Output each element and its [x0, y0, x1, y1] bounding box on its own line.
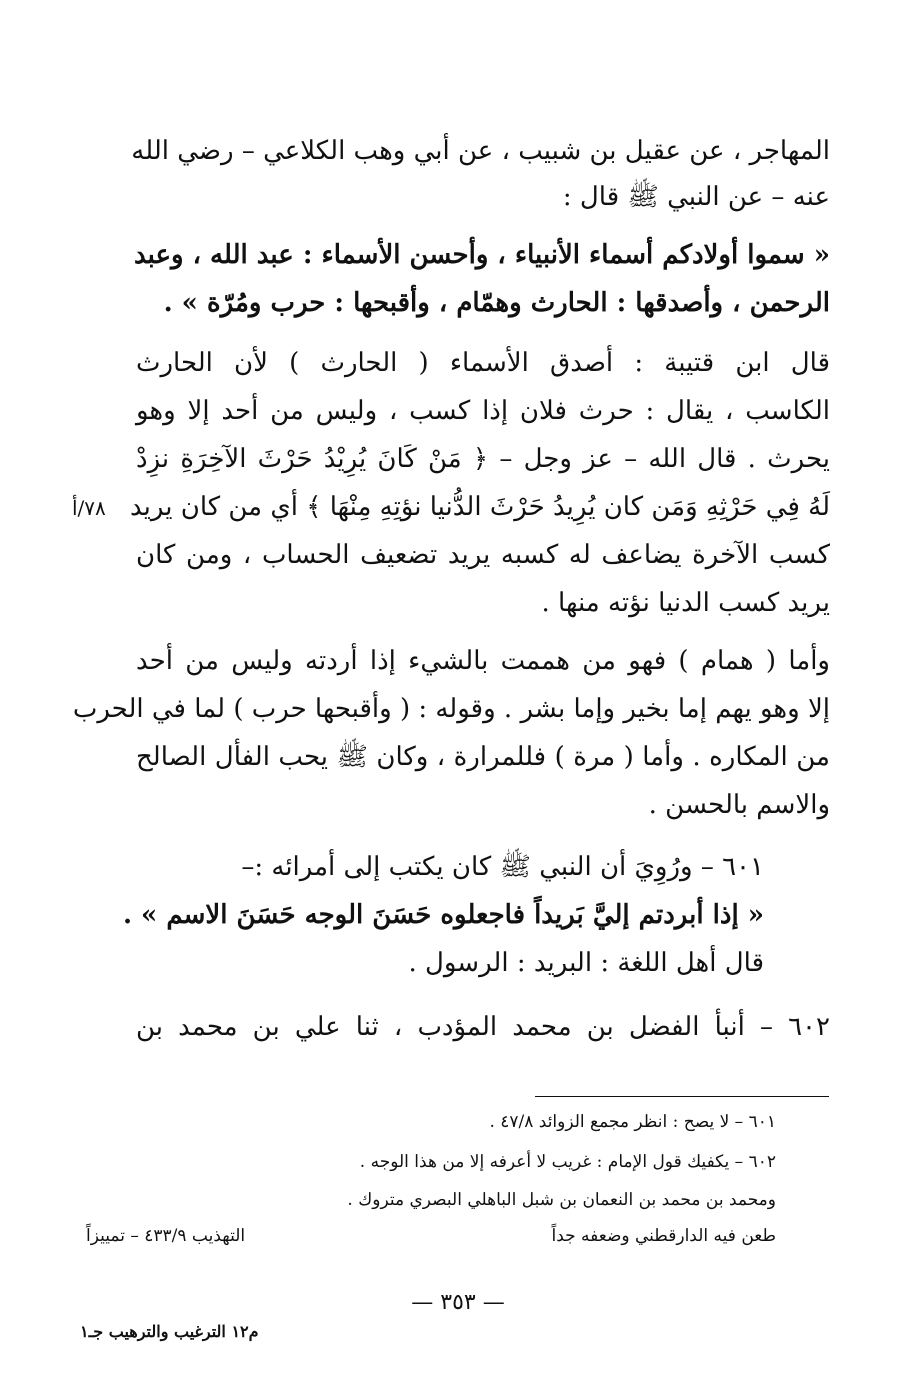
body-line: يريد كسب الدنيا نؤته منها . — [541, 588, 830, 618]
footnote-line: ومحمد بن محمد بن النعمان بن شبل الباهلي البصري متروك . — [347, 1190, 776, 1210]
hadith-quote-line: الرحمن ، وأصدقها : الحارث وهمّام ، وأقبحها : حرب ومُرّة » . — [163, 288, 830, 318]
body-line: كسب الآخرة يضاعف له كسبه يريد تضعيف الحساب ، ومن كان — [136, 540, 830, 570]
body-line: قال أهل اللغة : البريد : الرسول . — [408, 948, 764, 978]
footnote-divider — [535, 1096, 829, 1097]
page-number: — ٣٥٣ — — [411, 1290, 505, 1315]
footnote-line: ٦٠١ – لا يصح : انظر مجمع الزوائد ٤٧/٨ . — [489, 1112, 776, 1132]
body-line: من المكاره . وأما ( مرة ) فللمرارة ، وكان ﷺ يحب الفأل الصالح — [136, 742, 830, 772]
margin-folio-note: ٧٨/أ — [72, 496, 106, 520]
body-line: قال ابن قتيبة : أصدق الأسماء ( الحارث ) لأن الحارث — [136, 348, 830, 378]
hadith-601-line: ٦٠١ – ورُوِيَ أن النبي ﷺ كان يكتب إلى أمرائه :– — [241, 852, 764, 882]
body-line: المهاجر ، عن عقيل بن شبيب ، عن أبي وهب الكلاعي – رضي الله — [131, 136, 830, 166]
body-line: الكاسب ، يقال : حرث فلان إذا كسب ، وليس من أحد إلا وهو — [136, 396, 830, 426]
footnote-line: ٦٠٢ – يكفيك قول الإمام : غريب لا أعرفه إلا من هذا الوجه . — [359, 1152, 776, 1172]
footnote-line: طعن فيه الدارقطني وضعفه جداً — [551, 1226, 776, 1246]
footnote-line: التهذيب ٤٣٣/٩ – تمييزاً — [86, 1226, 246, 1246]
body-line: وأما ( همام ) فهو من هممت بالشيء إذا أردته وليس من أحد — [136, 646, 830, 676]
hadith-quote-line: « إذا أبردتم إليَّ بَريداً فاجعلوه حَسَنَ الوجه حَسَنَ الاسم » . — [122, 900, 764, 930]
hadith-quote-line: « سموا أولادكم أسماء الأنبياء ، وأحسن الأسماء : عبد الله ، وعبد — [133, 240, 830, 270]
signature-label: م١٢ الترغيب والترهيب جـ١ — [80, 1322, 259, 1341]
quran-verse-line: يحرث . قال الله – عز وجل – ﴿ مَنْ كَانَ يُرِيْدُ حَرْثَ الآخِرَةِ نزِدْ — [136, 444, 830, 474]
quran-verse-line: لَهُ فِي حَرْثِهِ وَمَن كان يُرِيدُ حَرْثَ الدُّنيا نؤتِهِ مِنْهَا ﴾ أي من كان يريد — [130, 492, 830, 522]
body-line: والاسم بالحسن . — [648, 790, 830, 820]
body-line: إلا وهو يهم إما بخير وإما بشر . وقوله : ( وأقبحها حرب ) لما في الحرب — [72, 694, 830, 724]
hadith-602-line: ٦٠٢ – أنبأ الفضل بن محمد المؤدب ، ثنا علي بن محمد بن — [136, 1012, 830, 1042]
body-line: عنه – عن النبي ﷺ قال : — [562, 182, 830, 212]
